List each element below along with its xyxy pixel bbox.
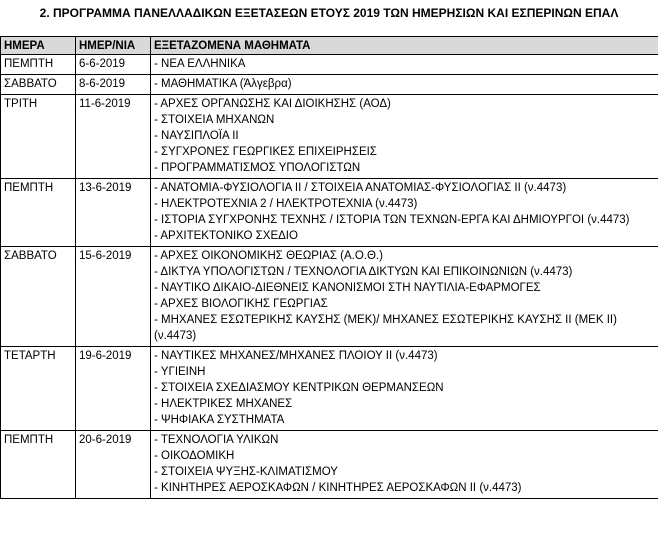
subject-item: - ΑΡΧΕΣ ΟΙΚΟΝΟΜΙΚΗΣ ΘΕΩΡΙΑΣ (Α.Ο.Θ.) xyxy=(154,250,383,262)
header-row xyxy=(1,37,658,55)
header-day: ΗΜΕΡΑ xyxy=(1,37,76,55)
subject-item: - ΗΛΕΚΤΡΙΚΕΣ ΜΗΧΑΝΕΣ xyxy=(154,398,293,410)
subjects-cell xyxy=(151,247,658,347)
subjects-cell xyxy=(151,95,658,179)
day-cell: ΣΑΒΒΑΤΟ xyxy=(1,75,76,95)
subject-item: - ΣΤΟΙΧΕΙΑ ΜΗΧΑΝΩΝ xyxy=(154,114,275,126)
subjects-cell xyxy=(151,179,658,247)
date-cell: 20-6-2019 xyxy=(76,431,151,499)
header-subjects: ΕΞΕΤΑΖΟΜΕΝΑ ΜΑΘΗΜΑΤΑ xyxy=(151,37,658,55)
header-date: ΗΜΕΡ/ΝΙΑ xyxy=(76,37,151,55)
document-title: 2. ΠΡΟΓΡΑΜΜΑ ΠΑΝΕΛΛΑΔΙΚΩΝ ΕΞΕΤΑΣΕΩΝ ΕΤΟΥΣ 2019 ΤΩΝ ΗΜΕΡΗΣΙΩΝ ΚΑΙ ΕΣΠΕΡΙΝΩΝ ΕΠΑΛ xyxy=(39,6,619,20)
exam-schedule-table xyxy=(0,36,658,499)
subject-item: - ΝΑΥΤΙΚΟ ΔΙΚΑΙΟ-ΔΙΕΘΝΕΙΣ ΚΑΝΟΝΙΣΜΟΙ ΣΤΗ ΝΑΥΤΙΛΙΑ-ΕΦΑΡΜΟΓΕΣ xyxy=(154,282,541,294)
subject-item: - ΔΙΚΤΥΑ ΥΠΟΛΟΓΙΣΤΩΝ / ΤΕΧΝΟΛΟΓΙΑ ΔΙΚΤΥΩΝ ΚΑΙ ΕΠΙΚΟΙΝΩΝΙΩΝ (ν.4473) xyxy=(154,266,573,278)
subject-item: - ΑΡΧΙΤΕΚΤΟΝΙΚΟ ΣΧΕΔΙΟ xyxy=(154,230,298,242)
subject-item: - ΝΑΥΣΙΠΛΟΪΑ ΙΙ xyxy=(154,130,239,142)
subject-item: - ΑΡΧΕΣ ΒΙΟΛΟΓΙΚΗΣ ΓΕΩΡΓΙΑΣ xyxy=(154,298,328,310)
subject-item: - ΝΑΥΤΙΚΕΣ ΜΗΧΑΝΕΣ/ΜΗΧΑΝΕΣ ΠΛΟΙΟΥ ΙΙ (ν.4473) xyxy=(154,350,438,362)
subject-item: - ΗΛΕΚΤΡΟΤΕΧΝΙΑ 2 / ΗΛΕΚΤΡΟΤΕΧΝΙΑ (ν.4473) xyxy=(154,198,418,210)
subjects-cell xyxy=(151,431,658,499)
date-cell: 19-6-2019 xyxy=(76,347,151,431)
subject-item: - ΑΡΧΕΣ ΟΡΓΑΝΩΣΗΣ ΚΑΙ ΔΙΟΙΚΗΣΗΣ (ΑΟΔ) xyxy=(154,98,391,110)
subject-item: - ΚΙΝΗΤΗΡΕΣ ΑΕΡΟΣΚΑΦΩΝ / ΚΙΝΗΤΗΡΕΣ ΑΕΡΟΣΚΑΦΩΝ ΙΙ (ν.4473) xyxy=(154,482,522,494)
subject-item: - ΣΥΓΧΡΟΝΕΣ ΓΕΩΡΓΙΚΕΣ ΕΠΙΧΕΙΡΗΣΕΙΣ xyxy=(154,146,377,158)
date-cell: 13-6-2019 xyxy=(76,179,151,247)
table-body xyxy=(1,55,658,499)
subject-item: - ΥΓΙΕΙΝΗ xyxy=(154,366,206,378)
subjects-cell xyxy=(151,347,658,431)
table-row xyxy=(1,55,658,75)
subject-item: - ΝΕΑ ΕΛΛΗΝΙΚΑ xyxy=(154,58,246,70)
table-header xyxy=(1,37,658,55)
subject-item: - ΤΕΧΝΟΛΟΓΙΑ ΥΛΙΚΩΝ xyxy=(154,434,279,446)
table-row xyxy=(1,95,658,179)
day-cell: ΤΡΙΤΗ xyxy=(1,95,76,179)
day-cell: ΤΕΤΑΡΤΗ xyxy=(1,347,76,431)
day-cell: ΠΕΜΠΤΗ xyxy=(1,431,76,499)
table-row xyxy=(1,179,658,247)
day-cell: ΣΑΒΒΑΤΟ xyxy=(1,247,76,347)
date-cell: 8-6-2019 xyxy=(76,75,151,95)
day-cell: ΠΕΜΠΤΗ xyxy=(1,179,76,247)
subject-item: - ΨΗΦΙΑΚΑ ΣΥΣΤΗΜΑΤΑ xyxy=(154,414,285,426)
table-row xyxy=(1,347,658,431)
subject-item: - ΑΝΑΤΟΜΙΑ-ΦΥΣΙΟΛΟΓΙΑ ΙΙ / ΣΤΟΙΧΕΙΑ ΑΝΑΤΟΜΙΑΣ-ΦΥΣΙΟΛΟΓΙΑΣ ΙΙ (ν.4473) xyxy=(154,182,567,194)
subject-item: - ΟΙΚΟΔΟΜΙΚΗ xyxy=(154,450,235,462)
subject-item: - ΜΑΘΗΜΑΤΙΚΑ (Άλγεβρα) xyxy=(154,78,292,90)
date-cell: 11-6-2019 xyxy=(76,95,151,179)
subject-item: - ΠΡΟΓΡΑΜΜΑΤΙΣΜΟΣ ΥΠΟΛΟΓΙΣΤΩΝ xyxy=(154,162,361,174)
date-cell: 6-6-2019 xyxy=(76,55,151,75)
table-row xyxy=(1,247,658,347)
subject-item: - ΜΗΧΑΝΕΣ ΕΣΩΤΕΡΙΚΗΣ ΚΑΥΣΗΣ (ΜΕΚ)/ ΜΗΧΑΝΕΣ ΕΣΩΤΕΡΙΚΗΣ ΚΑΥΣΗΣ ΙΙ (ΜΕΚ ΙΙ) (ν.4473) xyxy=(154,314,617,342)
subject-item: - ΣΤΟΙΧΕΙΑ ΣΧΕΔΙΑΣΜΟΥ ΚΕΝΤΡΙΚΩΝ ΘΕΡΜΑΝΣΕΩΝ xyxy=(154,382,444,394)
subjects-cell xyxy=(151,75,658,95)
subject-item: - ΙΣΤΟΡΙΑ ΣΥΓΧΡΟΝΗΣ ΤΕΧΝΗΣ / ΙΣΤΟΡΙΑ ΤΩΝ ΤΕΧΝΩΝ-ΕΡΓΑ ΚΑΙ ΔΗΜΙΟΥΡΓΟΙ (ν.4473) xyxy=(154,214,630,226)
day-cell: ΠΕΜΠΤΗ xyxy=(1,55,76,75)
table-row xyxy=(1,75,658,95)
subject-item: - ΣΤΟΙΧΕΙΑ ΨΥΞΗΣ-ΚΛΙΜΑΤΙΣΜΟΥ xyxy=(154,466,338,478)
subjects-cell xyxy=(151,55,658,75)
table-row xyxy=(1,431,658,499)
date-cell: 15-6-2019 xyxy=(76,247,151,347)
